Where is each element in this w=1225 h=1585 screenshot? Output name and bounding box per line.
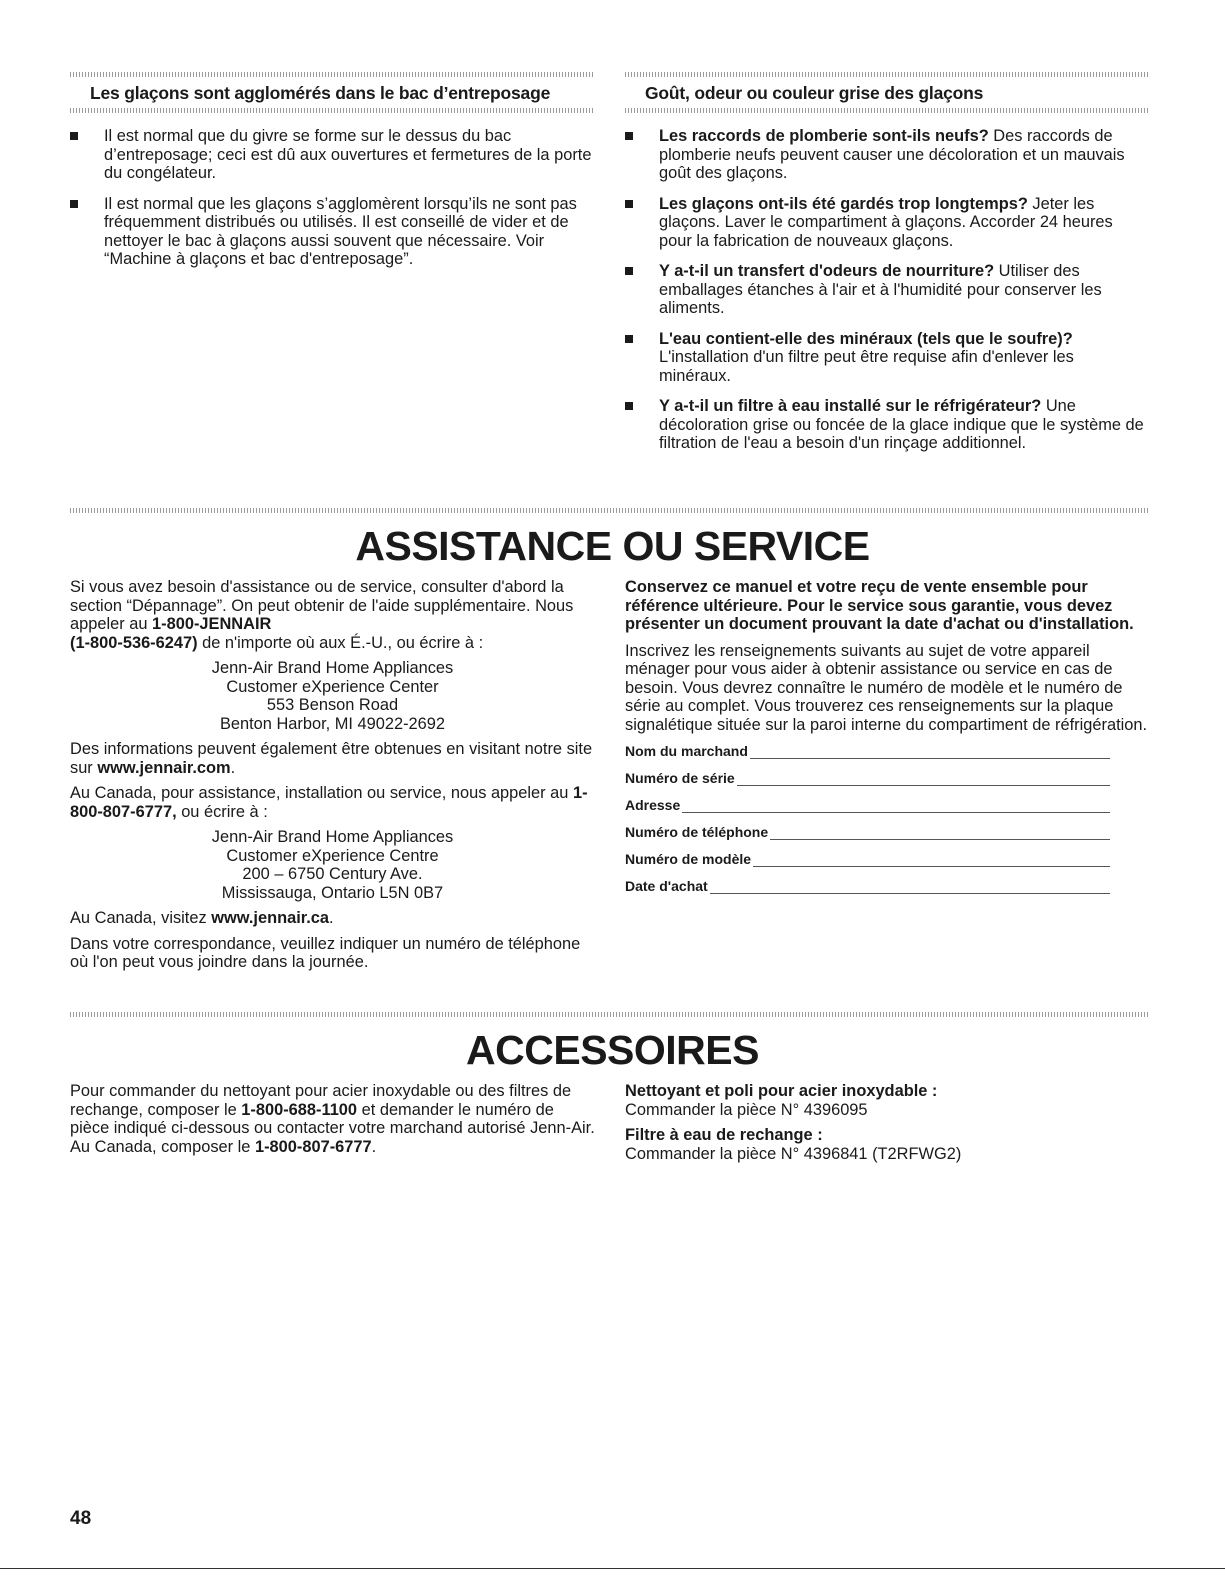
list-item: Y a-t-il un filtre à eau installé sur le réfrigérateur? Une décoloration grise ou foncée de la glace indique que le système de filtration de l'eau a besoin d'un rinçage additionnel. xyxy=(625,397,1150,453)
website-link[interactable]: www.jennair.com xyxy=(97,758,231,777)
bullet-icon xyxy=(70,200,78,208)
accessories-intro: Pour commander du nettoyant pour acier inoxydable ou des filtres de rechange, composer le 1-800-688-1100 et demander le numéro de pièce indiqué ci-dessous ou contacter votre marchand autorisé Jenn-Air. Au Canada, composer le 1-800-807-6777. xyxy=(70,1082,595,1156)
form-row-model: Numéro de modèle xyxy=(625,849,1150,867)
address-field[interactable] xyxy=(682,800,1110,813)
section-rule xyxy=(70,1012,1150,1017)
section-rule xyxy=(70,72,595,77)
accessories-title: ACCESSOIRES xyxy=(466,1027,759,1073)
phone-number: (1-800-536-6247) xyxy=(70,633,198,652)
correspondence-paragraph: Dans votre correspondance, veuillez indiquer un numéro de téléphone où l'on peut vous joindre dans la journée. xyxy=(70,934,581,971)
phone-number: 1-800-807-6777 xyxy=(254,1137,372,1156)
bullet-icon xyxy=(70,132,78,140)
bullet-icon xyxy=(625,402,633,410)
accessories-left xyxy=(70,1082,595,1163)
filter-title: Filtre à eau de rechange : xyxy=(625,1126,823,1144)
phone-number: 1-800-807-6777, xyxy=(70,784,588,821)
form-row-phone: Numéro de téléphone xyxy=(625,822,1150,840)
section-rule xyxy=(70,108,595,113)
dealer-field[interactable] xyxy=(750,746,1110,759)
serial-field[interactable] xyxy=(737,773,1110,786)
bullet-list xyxy=(625,127,1150,453)
assistance-left xyxy=(70,578,595,979)
bullet-icon xyxy=(625,267,633,275)
section-rule xyxy=(625,108,1150,113)
assistance-intro: Si vous avez besoin d'assistance ou de service, consulter d'abord la section “Dépannage”. On peut obtenir de l'aide supplémentaire. Nous appeler au 1-800-JENNAIR (1-800-536-6247) de n'importe où aux É.-U., ou écrire à : xyxy=(70,578,574,652)
assistance-title: ASSISTANCE OU SERVICE xyxy=(355,523,870,569)
purchase-date-field[interactable] xyxy=(710,881,1110,894)
filter-part: Commander la pièce N° 4396841 (T2RFWG2) xyxy=(625,1144,962,1163)
list-item: L'eau contient-elle des minéraux (tels que le soufre)? L'installation d'un filtre peut être requise afin d'enlever les minéraux. xyxy=(625,330,1150,386)
list-item: Y a-t-il un transfert d'odeurs de nourriture? Utiliser des emballages étanches à l'air et à l'humidité pour conserver les aliments. xyxy=(625,262,1150,318)
canada-paragraph: Au Canada, pour assistance, installation ou service, nous appeler au 1-800-807-6777, ou écrire à : xyxy=(70,784,588,821)
accessories-right xyxy=(625,1082,1150,1170)
list-item: Les glaçons ont-ils été gardés trop longtemps? Jeter les glaçons. Laver le compartiment à glaçons. Accorder 24 heures pour la fabrication de nouveaux glaçons. xyxy=(625,195,1150,251)
section-rule xyxy=(625,72,1150,77)
phone-number: 1-800-688-1100 xyxy=(241,1100,358,1119)
list-item: Il est normal que du givre se forme sur le dessus du bac d’entreposage; ceci est dû aux ouvertures et fermetures de la porte du congélateur. xyxy=(70,127,595,183)
keep-manual-note: Conservez ce manuel et votre reçu de vente ensemble pour référence ultérieure. Pour le service sous garantie, vous devez présenter un document prouvant la date d'achat ou d'installation. xyxy=(625,578,1134,633)
section-heading: Les glaçons sont agglomérés dans le bac d’entreposage xyxy=(90,83,551,103)
us-address: Jenn-Air Brand Home Appliances Customer eXperience Center 553 Benson Road Benton Harbor, MI 49022-2692 xyxy=(211,659,454,733)
canada-address: Jenn-Air Brand Home Appliances Customer eXperience Centre 200 – 6750 Century Ave. Mississauga, Ontario L5N 0B7 xyxy=(211,828,454,902)
bullet-icon xyxy=(625,200,633,208)
form-row-serial: Numéro de série xyxy=(625,768,1150,786)
page-number: 48 xyxy=(70,1508,92,1529)
website-paragraph: Des informations peuvent également être obtenues en visitant notre site sur www.jennair.com. xyxy=(70,740,593,777)
bottom-rule xyxy=(0,1568,1225,1569)
cleaner-part: Commander la pièce N° 4396095 xyxy=(625,1100,868,1119)
form-row-address: Adresse xyxy=(625,795,1150,813)
taste-odor-section xyxy=(625,72,1150,465)
bullet-icon xyxy=(625,132,633,140)
form-row-dealer: Nom du marchand xyxy=(625,741,1150,759)
phone-field[interactable] xyxy=(770,827,1110,840)
ice-clump-section xyxy=(70,72,595,281)
record-info-paragraph: Inscrivez les renseignements suivants au sujet de votre appareil ménager pour vous aider à obtenir assistance ou service en cas de besoin. Vous devrez connaître le numéro de modèle et le numéro de série au complet. Vous trouverez ces renseignements sur la plaque signalétique située sur la paroi interne du compartiment de réfrigération. xyxy=(625,641,1148,734)
canada-website-paragraph: Au Canada, visitez www.jennair.ca. xyxy=(70,909,334,927)
section-heading: Goût, odeur ou couleur grise des glaçons xyxy=(645,83,984,103)
phone-number: 1-800-JENNAIR xyxy=(152,615,272,633)
bullet-icon xyxy=(625,335,633,343)
website-link[interactable]: www.jennair.ca xyxy=(211,909,330,927)
assistance-right xyxy=(625,578,1150,903)
form-row-purchase-date: Date d'achat xyxy=(625,876,1150,894)
info-form xyxy=(625,741,1150,894)
list-item: Les raccords de plomberie sont-ils neufs? Des raccords de plomberie neufs peuvent causer une décoloration et un mauvais goût des glaçons. xyxy=(625,127,1150,183)
model-field[interactable] xyxy=(753,854,1110,867)
cleaner-title: Nettoyant et poli pour acier inoxydable : xyxy=(625,1082,938,1100)
bullet-list xyxy=(70,127,595,269)
list-item: Il est normal que les glaçons s’agglomèrent lorsqu’ils ne sont pas fréquemment distribués ou utilisés. Il est conseillé de vider et de nettoyer le bac à glaçons aussi souvent que nécessaire. Voir “Machine à glaçons et bac d'entreposage”. xyxy=(70,195,595,269)
section-rule xyxy=(70,508,1150,513)
